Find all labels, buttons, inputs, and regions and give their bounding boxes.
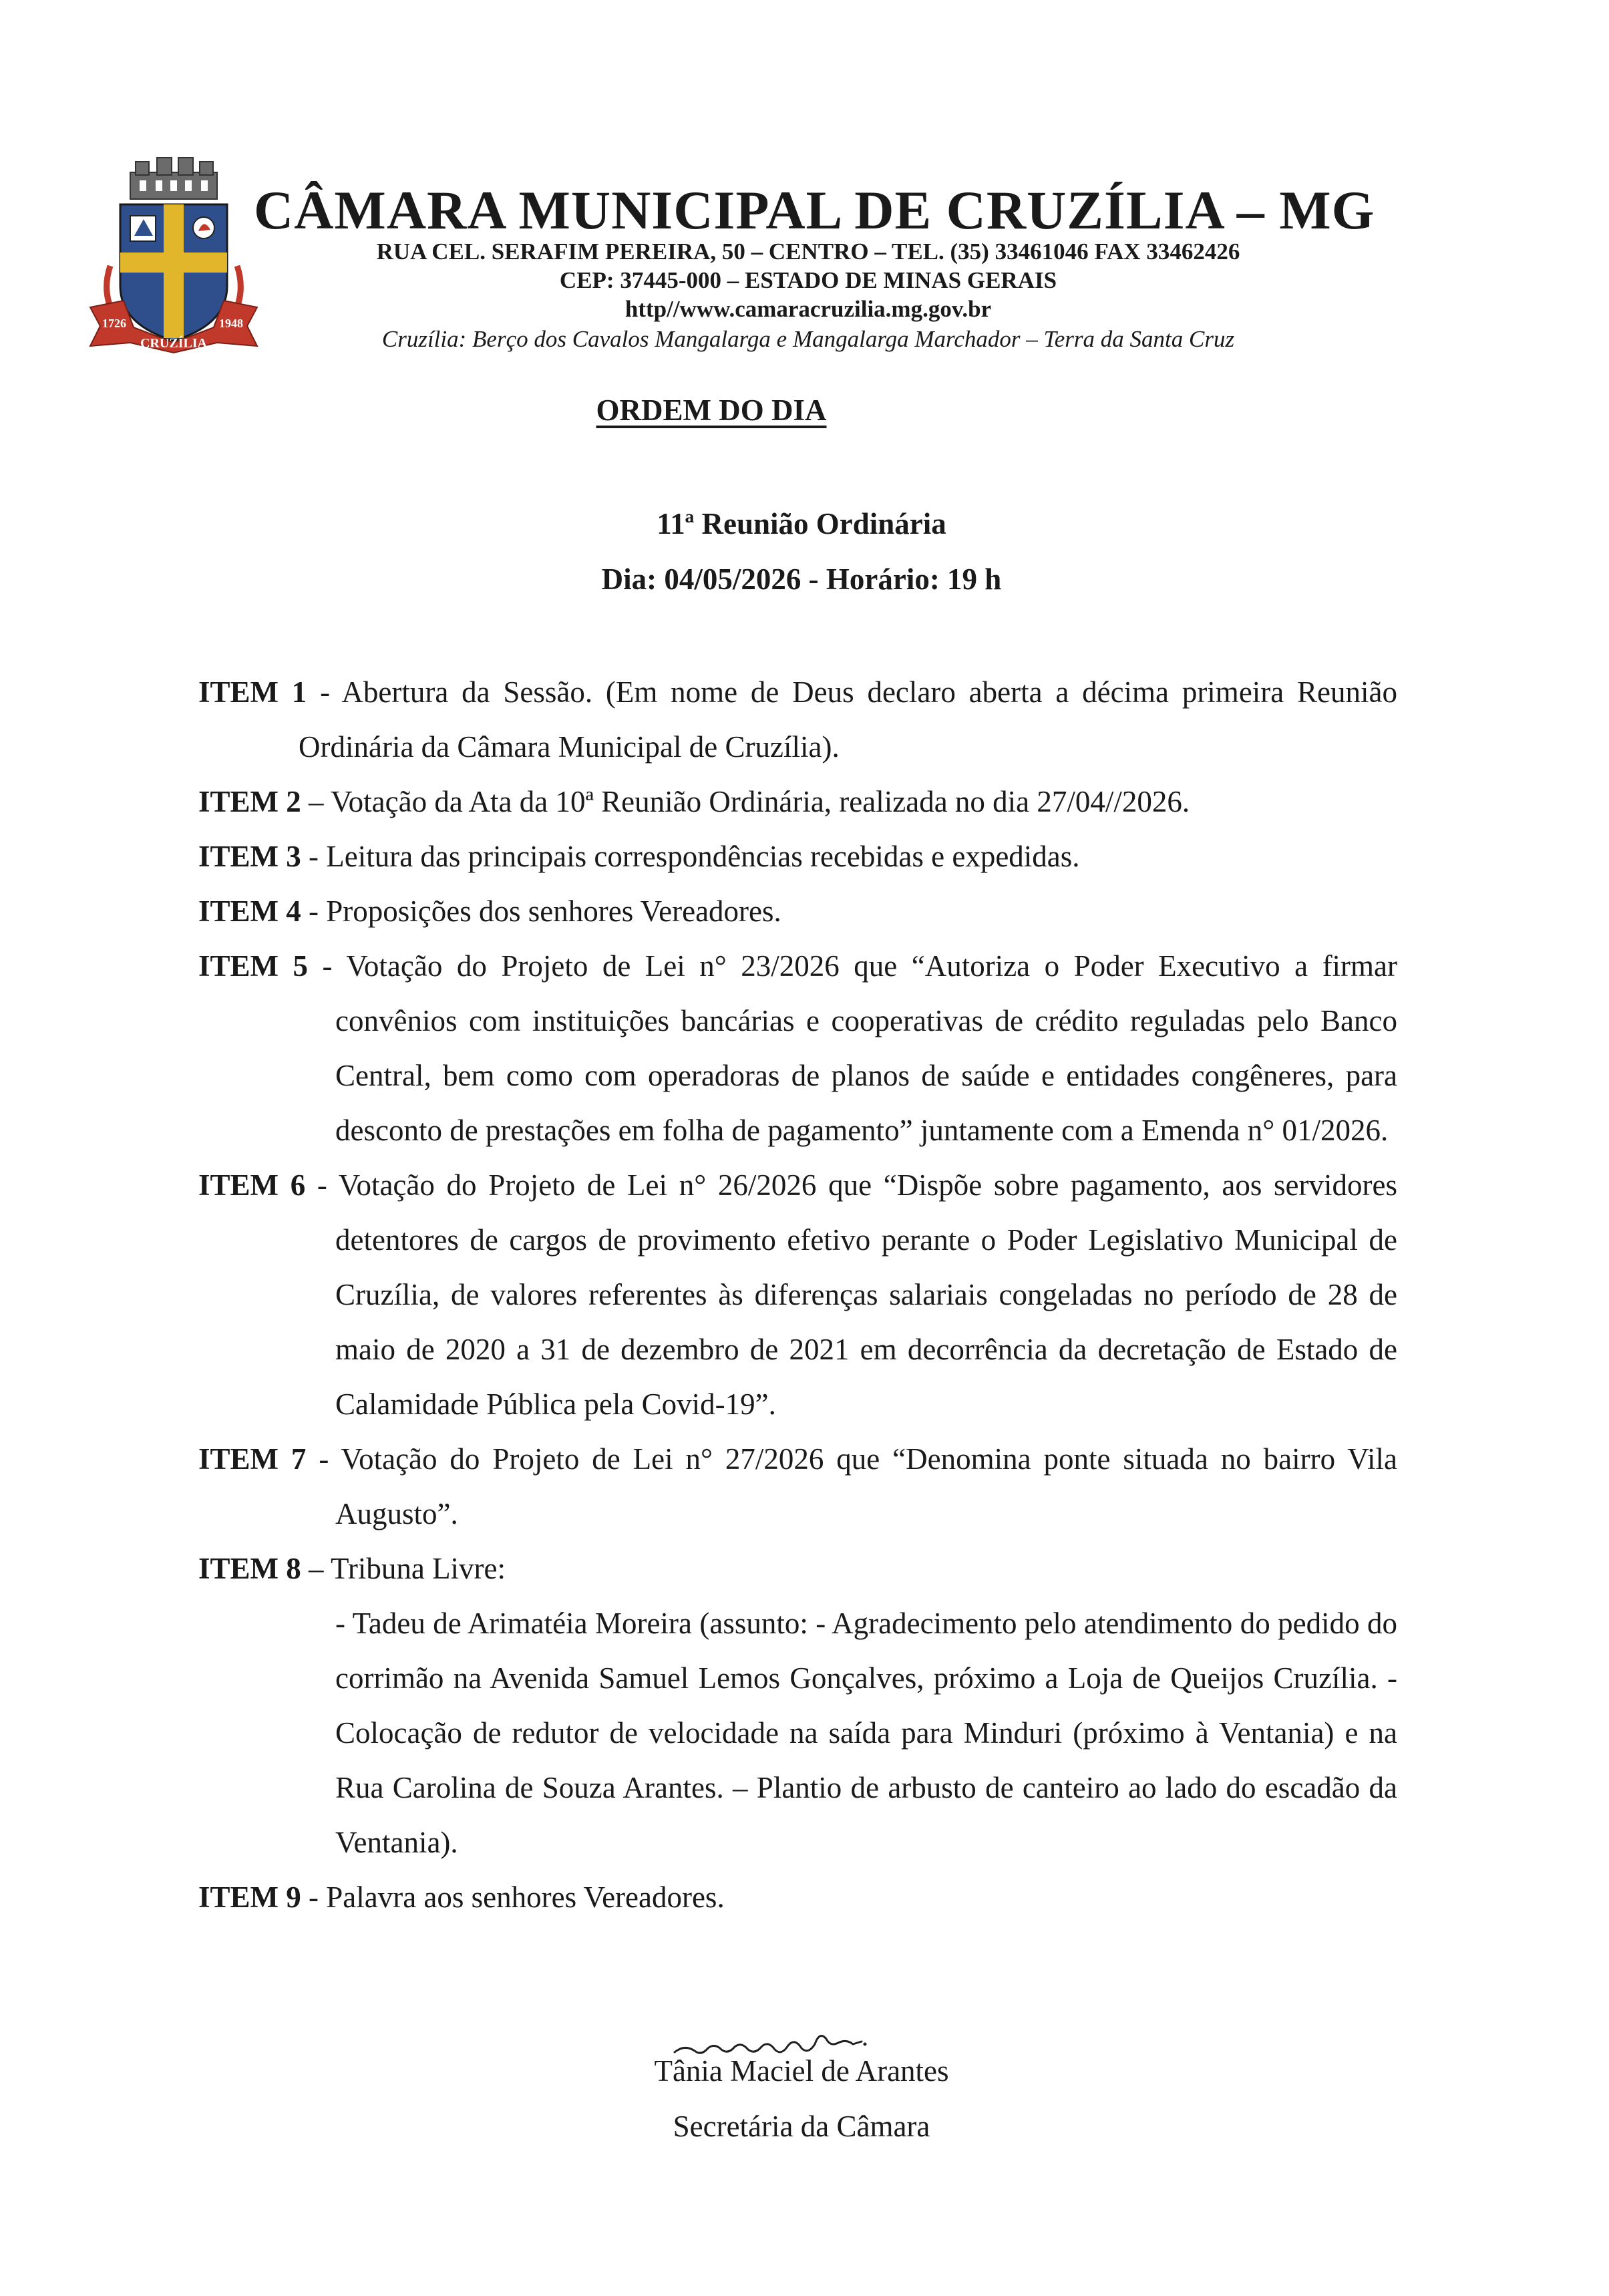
document-title: ORDEM DO DIA	[596, 393, 827, 427]
item-text: - Palavra aos senhores Vereadores.	[301, 1880, 725, 1914]
item-label: ITEM 8	[198, 1552, 301, 1585]
ribbon-left-text: 1726	[102, 317, 126, 330]
item-text: - Proposições dos senhores Vereadores.	[301, 894, 781, 928]
ribbon-right-text: 1948	[219, 317, 243, 330]
agenda-item	[198, 939, 1397, 1158]
item-label: ITEM 6	[198, 1168, 306, 1202]
item-text: - Votação do Projeto de Lei n° 26/2026 que “Dispõe sobre pagamento, aos servidores detentores de cargos de provimento efetivo perante o Poder Legislativo Municipal de Cruzília, de valores referentes às diferenças salariais congeladas no período de 28 de maio de 2020 a 31 de dezembro de 2021 em decorrência da decretação de Estado de Calamidade Pública pela Covid-19”.	[305, 1168, 1397, 1421]
item-text: - Leitura das principais correspondências recebidas e expedidas.	[301, 840, 1080, 873]
item-label: ITEM 1	[198, 675, 307, 709]
item-text: - Abertura da Sessão. (Em nome de Deus declaro aberta a décima primeira Reunião Ordinária da Câmara Municipal de Cruzília).	[299, 675, 1397, 764]
ribbon-center-text: CRUZÍLIA	[140, 336, 208, 351]
item-label: ITEM 7	[198, 1442, 307, 1476]
institution-address: RUA CEL. SERAFIM PEREIRA, 50 – CENTRO – TEL. (35) 33461046 FAX 33462426	[376, 238, 1240, 265]
tribuna-livre-entry: - Tadeu de Arimatéia Moreira (assunto: - Agradecimento pelo atendimento do pedido do corrimão na Avenida Samuel Lemos Gonçalves, próximo a Loja de Queijos Cruzília. - Colocação de redutor de velocidade na saída para Minduri (próximo à Ventania) e na Rua Carolina de Souza Arantes. – Plantio de arbusto de canteiro ao lado do escadão da Ventania).	[335, 1607, 1397, 1859]
agenda-item	[198, 665, 1397, 774]
signatory-role: Secretária da Câmara	[673, 2110, 930, 2143]
agenda-list	[198, 665, 1397, 1925]
session-date-time: Dia: 04/05/2026 - Horário: 19 h	[601, 562, 1002, 596]
session-name: 11ª Reunião Ordinária	[657, 507, 946, 540]
agenda-item	[198, 774, 1397, 829]
agenda-item	[198, 1541, 1397, 1596]
item-label: ITEM 9	[198, 1880, 301, 1914]
item-text: - Votação do Projeto de Lei n° 27/2026 que “Denomina ponte situada no bairro Vila Augusto”.	[306, 1442, 1397, 1530]
item-label: ITEM 3	[198, 840, 301, 873]
item-label: ITEM 5	[198, 949, 309, 983]
agenda-item	[198, 1432, 1397, 1541]
item-text: – Tribuna Livre:	[301, 1552, 506, 1585]
agenda-item	[198, 1158, 1397, 1432]
agenda-item	[198, 884, 1397, 939]
item-text: – Votação da Ata da 10ª Reunião Ordinária, realizada no dia 27/04//2026.	[301, 785, 1190, 818]
agenda-item	[198, 829, 1397, 884]
item-text: - Votação do Projeto de Lei n° 23/2026 que “Autoriza o Poder Executivo a firmar convênios com instituições bancárias e cooperativas de crédito reguladas pelo Banco Central, bem como com operadoras de planos de saúde e entidades congêneres, para desconto de prestações em folha de pagamento” juntamente com a Emenda n° 01/2026.	[308, 949, 1398, 1147]
institution-cep: CEP: 37445-000 – ESTADO DE MINAS GERAIS	[559, 267, 1057, 293]
institution-title: CÂMARA MUNICIPAL DE CRUZÍLIA – MG	[254, 180, 1375, 240]
institution-motto: Cruzília: Berço dos Cavalos Mangalarga e Mangalarga Marchador – Terra da Santa Cruz	[381, 326, 1235, 352]
item-label: ITEM 4	[198, 894, 301, 928]
coat-of-arms-icon	[83, 152, 264, 359]
agenda-item	[198, 1870, 1397, 1925]
signatory-name: Tânia Maciel de Arantes	[654, 2054, 949, 2088]
item-label: ITEM 2	[198, 785, 301, 818]
institution-website: http//www.camaracruzilia.mg.gov.br	[624, 296, 992, 322]
